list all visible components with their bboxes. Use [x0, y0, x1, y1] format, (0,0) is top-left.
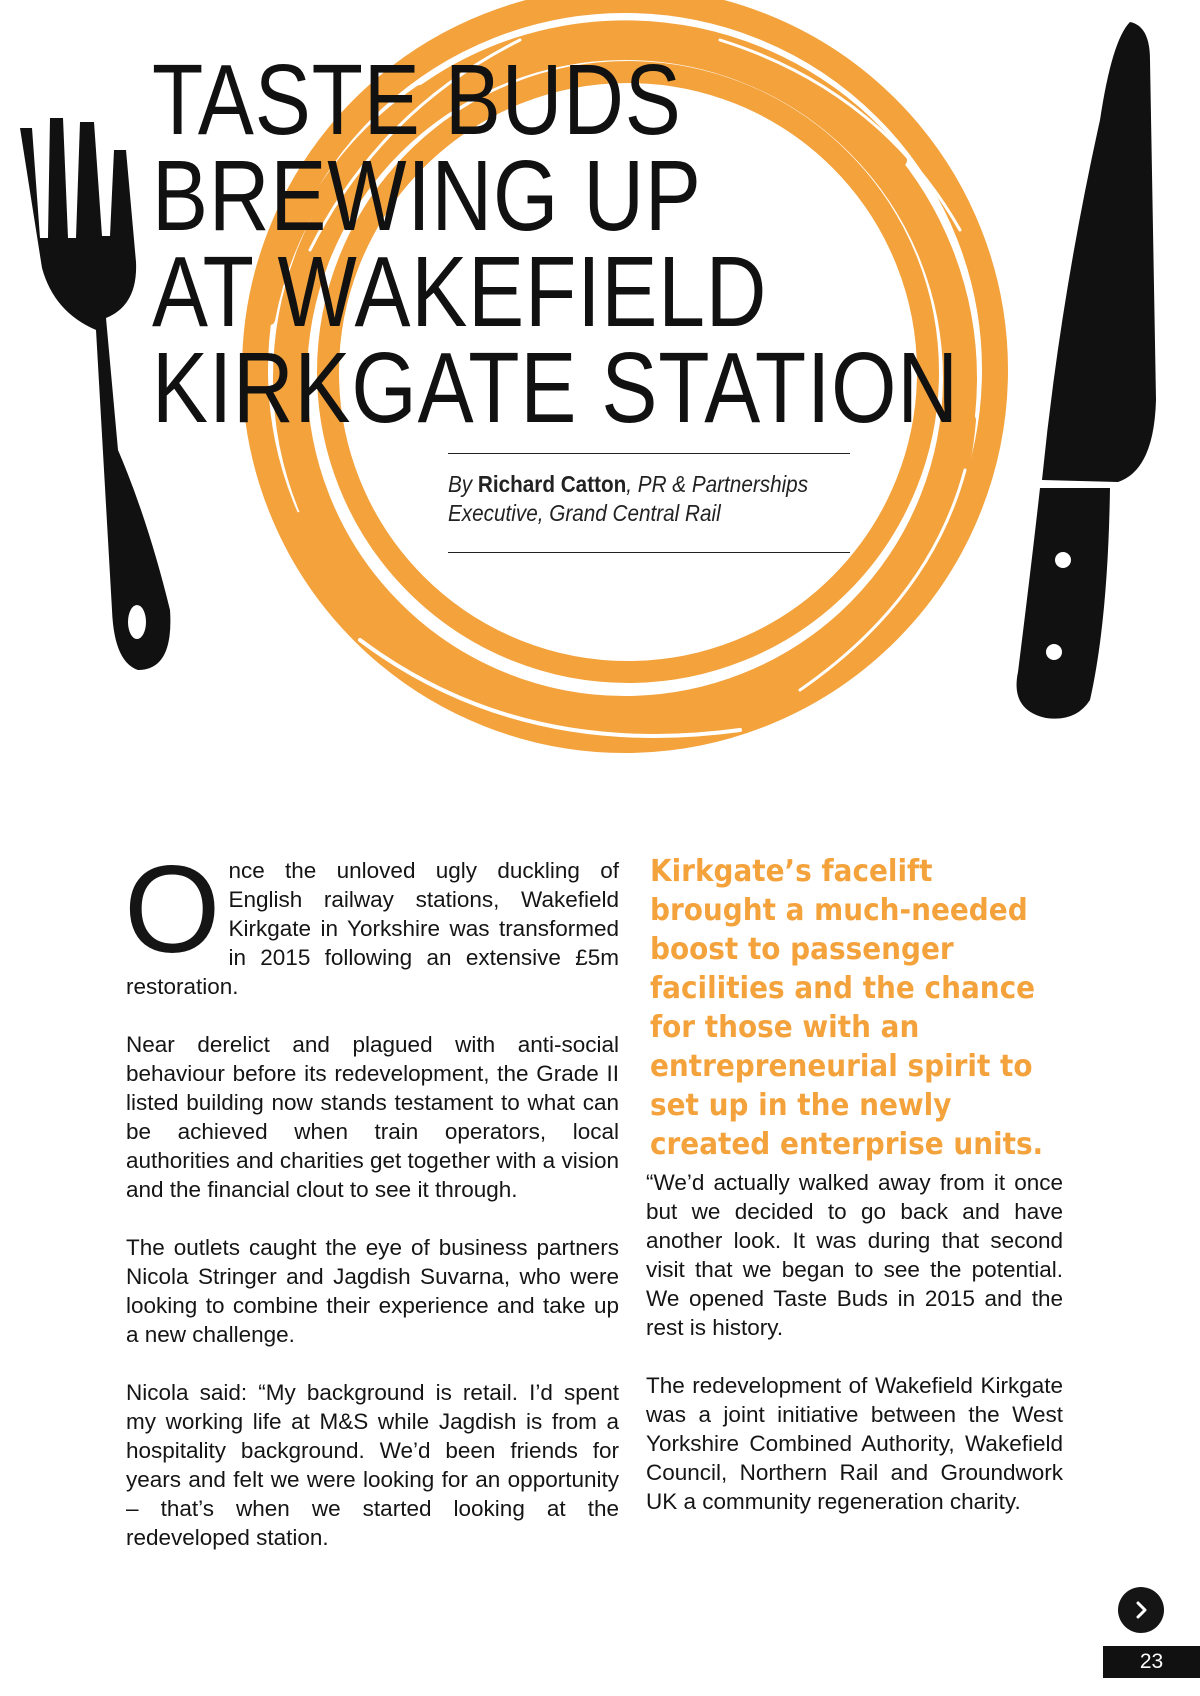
- article-paragraph: Nicola said: “My background is retail. I’d spent my working life at M&S while Jagdish is from a hospitality background. We’d been friends for years and felt we were looking for an opportunity – that’s when we started looking at the redeveloped station.: [126, 1380, 619, 1550]
- fork-icon: [20, 118, 170, 670]
- article-column-left: [124, 841, 619, 1581]
- byline-author: Richard Catton: [477, 471, 627, 497]
- next-page-button[interactable]: [1118, 1587, 1164, 1633]
- page-number: 23: [1103, 1646, 1200, 1678]
- chevron-right-icon: [1131, 1600, 1151, 1620]
- article-paragraph: Near derelict and plagued with anti-social behaviour before its redevelopment, the Grade II listed building now stands testament to what can be achieved when train operators, local authorities and charities get together with a vision and the financial clout to see it through.: [126, 1032, 619, 1202]
- title-line-3: AT WAKEFIELD: [152, 236, 768, 348]
- article-paragraph: The outlets caught the eye of business partners Nicola Stringer and Jagdish Suvarna, who were looking to combine their experience and take up a new challenge.: [126, 1235, 619, 1347]
- pull-quote: Kirkgate’s facelift brought a much-needed boost to passenger facilities and the chance for those with an entrepreneurial spirit to set up in the newly created enterprise units.: [650, 854, 1044, 1162]
- article-paragraph: The redevelopment of Wakefield Kirkgate was a joint initiative between the West Yorkshire Combined Authority, Wakefield Council, Northern Rail and Groundwork UK a community regeneration charity.: [646, 1373, 1063, 1514]
- paragraph-text: nce the unloved ugly duckling of English railway stations, Wakefield Kirkgate in Yorkshire was transformed in 2015 following an extensive £5m restoration.: [126, 858, 619, 999]
- knife-icon: [1017, 22, 1156, 719]
- byline-prefix: By: [448, 471, 473, 497]
- byline: [448, 470, 826, 528]
- title-line-4: KIRKGATE STATION: [152, 332, 959, 444]
- article-paragraph: “We’d actually walked away from it once but we decided to go back and have another look. It was during that second visit that we began to see the potential. We opened Taste Buds in 2015 and the rest is history.: [646, 1170, 1063, 1340]
- article-title: [152, 44, 959, 444]
- byline-role-line-2: Executive, Grand Central Rail: [448, 500, 721, 526]
- byline-role-line-1: , PR & Partnerships: [626, 471, 809, 497]
- drop-cap: O: [124, 841, 221, 979]
- article-column-right: [646, 1168, 1063, 1545]
- article-paragraph: [124, 841, 619, 1001]
- title-line-1: TASTE BUDS: [152, 44, 682, 156]
- byline-top-rule: [448, 453, 850, 454]
- title-line-2: BREWING UP: [152, 140, 702, 252]
- byline-bottom-rule: [448, 552, 850, 553]
